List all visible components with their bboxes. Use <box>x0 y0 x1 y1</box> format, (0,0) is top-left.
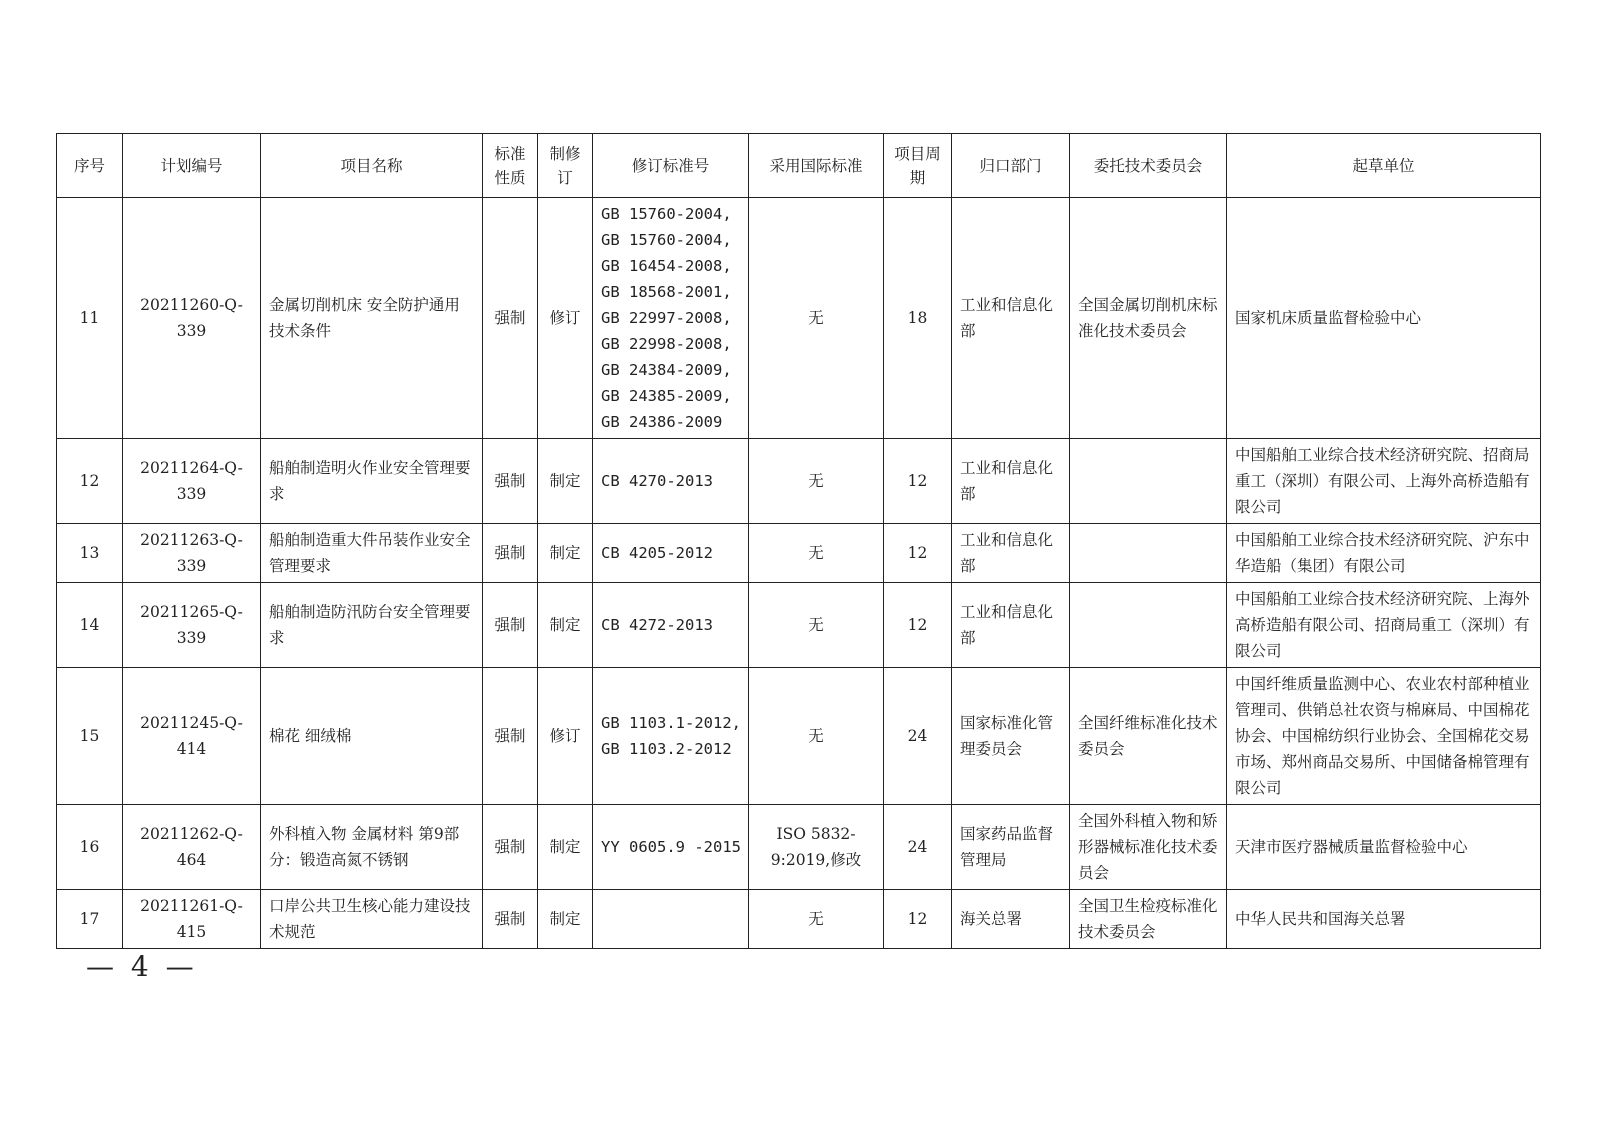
cell-nature: 强制 <box>483 198 538 439</box>
cell-period: 24 <box>884 805 952 890</box>
cell-name: 外科植入物 金属材料 第9部分：锻造高氮不锈钢 <box>261 805 483 890</box>
cell-committee: 全国卫生检疫标准化技术委员会 <box>1070 890 1227 949</box>
cell-intl: 无 <box>749 668 884 805</box>
cell-name: 口岸公共卫生核心能力建设技术规范 <box>261 890 483 949</box>
revised-standard-number: YY 0605.9 -2015 <box>601 838 741 856</box>
cell-drafter: 中国纤维质量监测中心、农业农村部种植业管理司、供销总社农资与棉麻局、中国棉花协会、中国棉纺织行业协会、全国棉花交易市场、郑州商品交易所、中国储备棉管理有限公司 <box>1227 668 1541 805</box>
header-committee: 委托技术委员会 <box>1070 134 1227 198</box>
table-row <box>57 805 1541 890</box>
cell-committee <box>1070 524 1227 583</box>
table-body <box>57 198 1541 949</box>
cell-intl: ISO 5832-9:2019,修改 <box>749 805 884 890</box>
revised-standard-number: GB 1103.2-2012 <box>601 740 732 758</box>
header-nature: 标准性质 <box>483 134 538 198</box>
cell-seq: 12 <box>57 439 123 524</box>
header-revised: 修订标准号 <box>593 134 749 198</box>
revised-standard-number: CB 4205-2012 <box>601 544 713 562</box>
revised-standard-number: CB 4270-2013 <box>601 472 713 490</box>
cell-committee <box>1070 439 1227 524</box>
cell-nature: 强制 <box>483 890 538 949</box>
header-intl: 采用国际标准 <box>749 134 884 198</box>
cell-dept: 工业和信息化部 <box>952 524 1070 583</box>
cell-revised <box>593 439 749 524</box>
table-row <box>57 198 1541 439</box>
header-plan-no: 计划编号 <box>123 134 261 198</box>
cell-nature: 强制 <box>483 805 538 890</box>
cell-drafter: 中国船舶工业综合技术经济研究院、沪东中华造船（集团）有限公司 <box>1227 524 1541 583</box>
cell-nature: 强制 <box>483 668 538 805</box>
revised-standard-number: GB 24385-2009, <box>601 387 732 405</box>
revised-standard-number: GB 15760-2004, <box>601 231 732 249</box>
table-row <box>57 439 1541 524</box>
revised-standard-number: GB 24384-2009, <box>601 361 732 379</box>
cell-dept: 国家药品监督管理局 <box>952 805 1070 890</box>
cell-name: 棉花 细绒棉 <box>261 668 483 805</box>
cell-seq: 11 <box>57 198 123 439</box>
cell-plan-no: 20211261-Q-415 <box>123 890 261 949</box>
cell-intl: 无 <box>749 524 884 583</box>
cell-type: 制定 <box>538 524 593 583</box>
cell-drafter: 国家机床质量监督检验中心 <box>1227 198 1541 439</box>
table-header-row <box>57 134 1541 198</box>
cell-period: 12 <box>884 890 952 949</box>
cell-period: 18 <box>884 198 952 439</box>
cell-revised <box>593 524 749 583</box>
table-row <box>57 583 1541 668</box>
cell-seq: 14 <box>57 583 123 668</box>
cell-nature: 强制 <box>483 524 538 583</box>
standards-plan-table <box>56 133 1541 949</box>
cell-revised <box>593 583 749 668</box>
cell-seq: 16 <box>57 805 123 890</box>
cell-period: 12 <box>884 524 952 583</box>
cell-name: 船舶制造重大件吊装作业安全管理要求 <box>261 524 483 583</box>
page-number: — 4 — <box>86 950 198 983</box>
header-seq: 序号 <box>57 134 123 198</box>
cell-type: 制定 <box>538 583 593 668</box>
cell-type: 修订 <box>538 198 593 439</box>
cell-dept: 工业和信息化部 <box>952 198 1070 439</box>
cell-drafter: 中国船舶工业综合技术经济研究院、招商局重工（深圳）有限公司、上海外高桥造船有限公司 <box>1227 439 1541 524</box>
cell-revised <box>593 890 749 949</box>
cell-type: 制定 <box>538 439 593 524</box>
table-row <box>57 890 1541 949</box>
cell-revised <box>593 198 749 439</box>
cell-plan-no: 20211263-Q-339 <box>123 524 261 583</box>
cell-drafter: 中国船舶工业综合技术经济研究院、上海外高桥造船有限公司、招商局重工（深圳）有限公司 <box>1227 583 1541 668</box>
cell-name: 船舶制造明火作业安全管理要求 <box>261 439 483 524</box>
revised-standard-number: GB 16454-2008, <box>601 257 732 275</box>
cell-seq: 13 <box>57 524 123 583</box>
cell-intl: 无 <box>749 198 884 439</box>
header-period: 项目周期 <box>884 134 952 198</box>
header-type: 制修订 <box>538 134 593 198</box>
revised-standard-number: GB 24386-2009 <box>601 413 723 431</box>
revised-standard-number: GB 1103.1-2012, <box>601 714 741 732</box>
revised-standard-number: GB 18568-2001, <box>601 283 732 301</box>
cell-name: 金属切削机床 安全防护通用技术条件 <box>261 198 483 439</box>
cell-revised <box>593 668 749 805</box>
cell-revised <box>593 805 749 890</box>
cell-dept: 海关总署 <box>952 890 1070 949</box>
revised-standard-number: GB 22997-2008, <box>601 309 732 327</box>
cell-intl: 无 <box>749 583 884 668</box>
cell-drafter: 天津市医疗器械质量监督检验中心 <box>1227 805 1541 890</box>
cell-dept: 工业和信息化部 <box>952 439 1070 524</box>
cell-intl: 无 <box>749 439 884 524</box>
cell-drafter: 中华人民共和国海关总署 <box>1227 890 1541 949</box>
revised-standard-number: GB 15760-2004, <box>601 205 732 223</box>
cell-committee <box>1070 583 1227 668</box>
cell-seq: 17 <box>57 890 123 949</box>
cell-intl: 无 <box>749 890 884 949</box>
table-row <box>57 668 1541 805</box>
cell-dept: 国家标准化管理委员会 <box>952 668 1070 805</box>
header-drafter: 起草单位 <box>1227 134 1541 198</box>
cell-plan-no: 20211262-Q-464 <box>123 805 261 890</box>
table-row <box>57 524 1541 583</box>
header-dept: 归口部门 <box>952 134 1070 198</box>
cell-period: 12 <box>884 583 952 668</box>
cell-committee: 全国纤维标准化技术委员会 <box>1070 668 1227 805</box>
cell-type: 制定 <box>538 890 593 949</box>
cell-committee: 全国外科植入物和矫形器械标准化技术委员会 <box>1070 805 1227 890</box>
cell-seq: 15 <box>57 668 123 805</box>
cell-dept: 工业和信息化部 <box>952 583 1070 668</box>
cell-nature: 强制 <box>483 439 538 524</box>
cell-nature: 强制 <box>483 583 538 668</box>
cell-period: 12 <box>884 439 952 524</box>
cell-plan-no: 20211265-Q-339 <box>123 583 261 668</box>
cell-period: 24 <box>884 668 952 805</box>
cell-committee: 全国金属切削机床标准化技术委员会 <box>1070 198 1227 439</box>
cell-plan-no: 20211264-Q-339 <box>123 439 261 524</box>
cell-name: 船舶制造防汛防台安全管理要求 <box>261 583 483 668</box>
header-name: 项目名称 <box>261 134 483 198</box>
revised-standard-number: CB 4272-2013 <box>601 616 713 634</box>
cell-type: 制定 <box>538 805 593 890</box>
cell-plan-no: 20211245-Q-414 <box>123 668 261 805</box>
cell-type: 修订 <box>538 668 593 805</box>
cell-plan-no: 20211260-Q-339 <box>123 198 261 439</box>
revised-standard-number: GB 22998-2008, <box>601 335 732 353</box>
